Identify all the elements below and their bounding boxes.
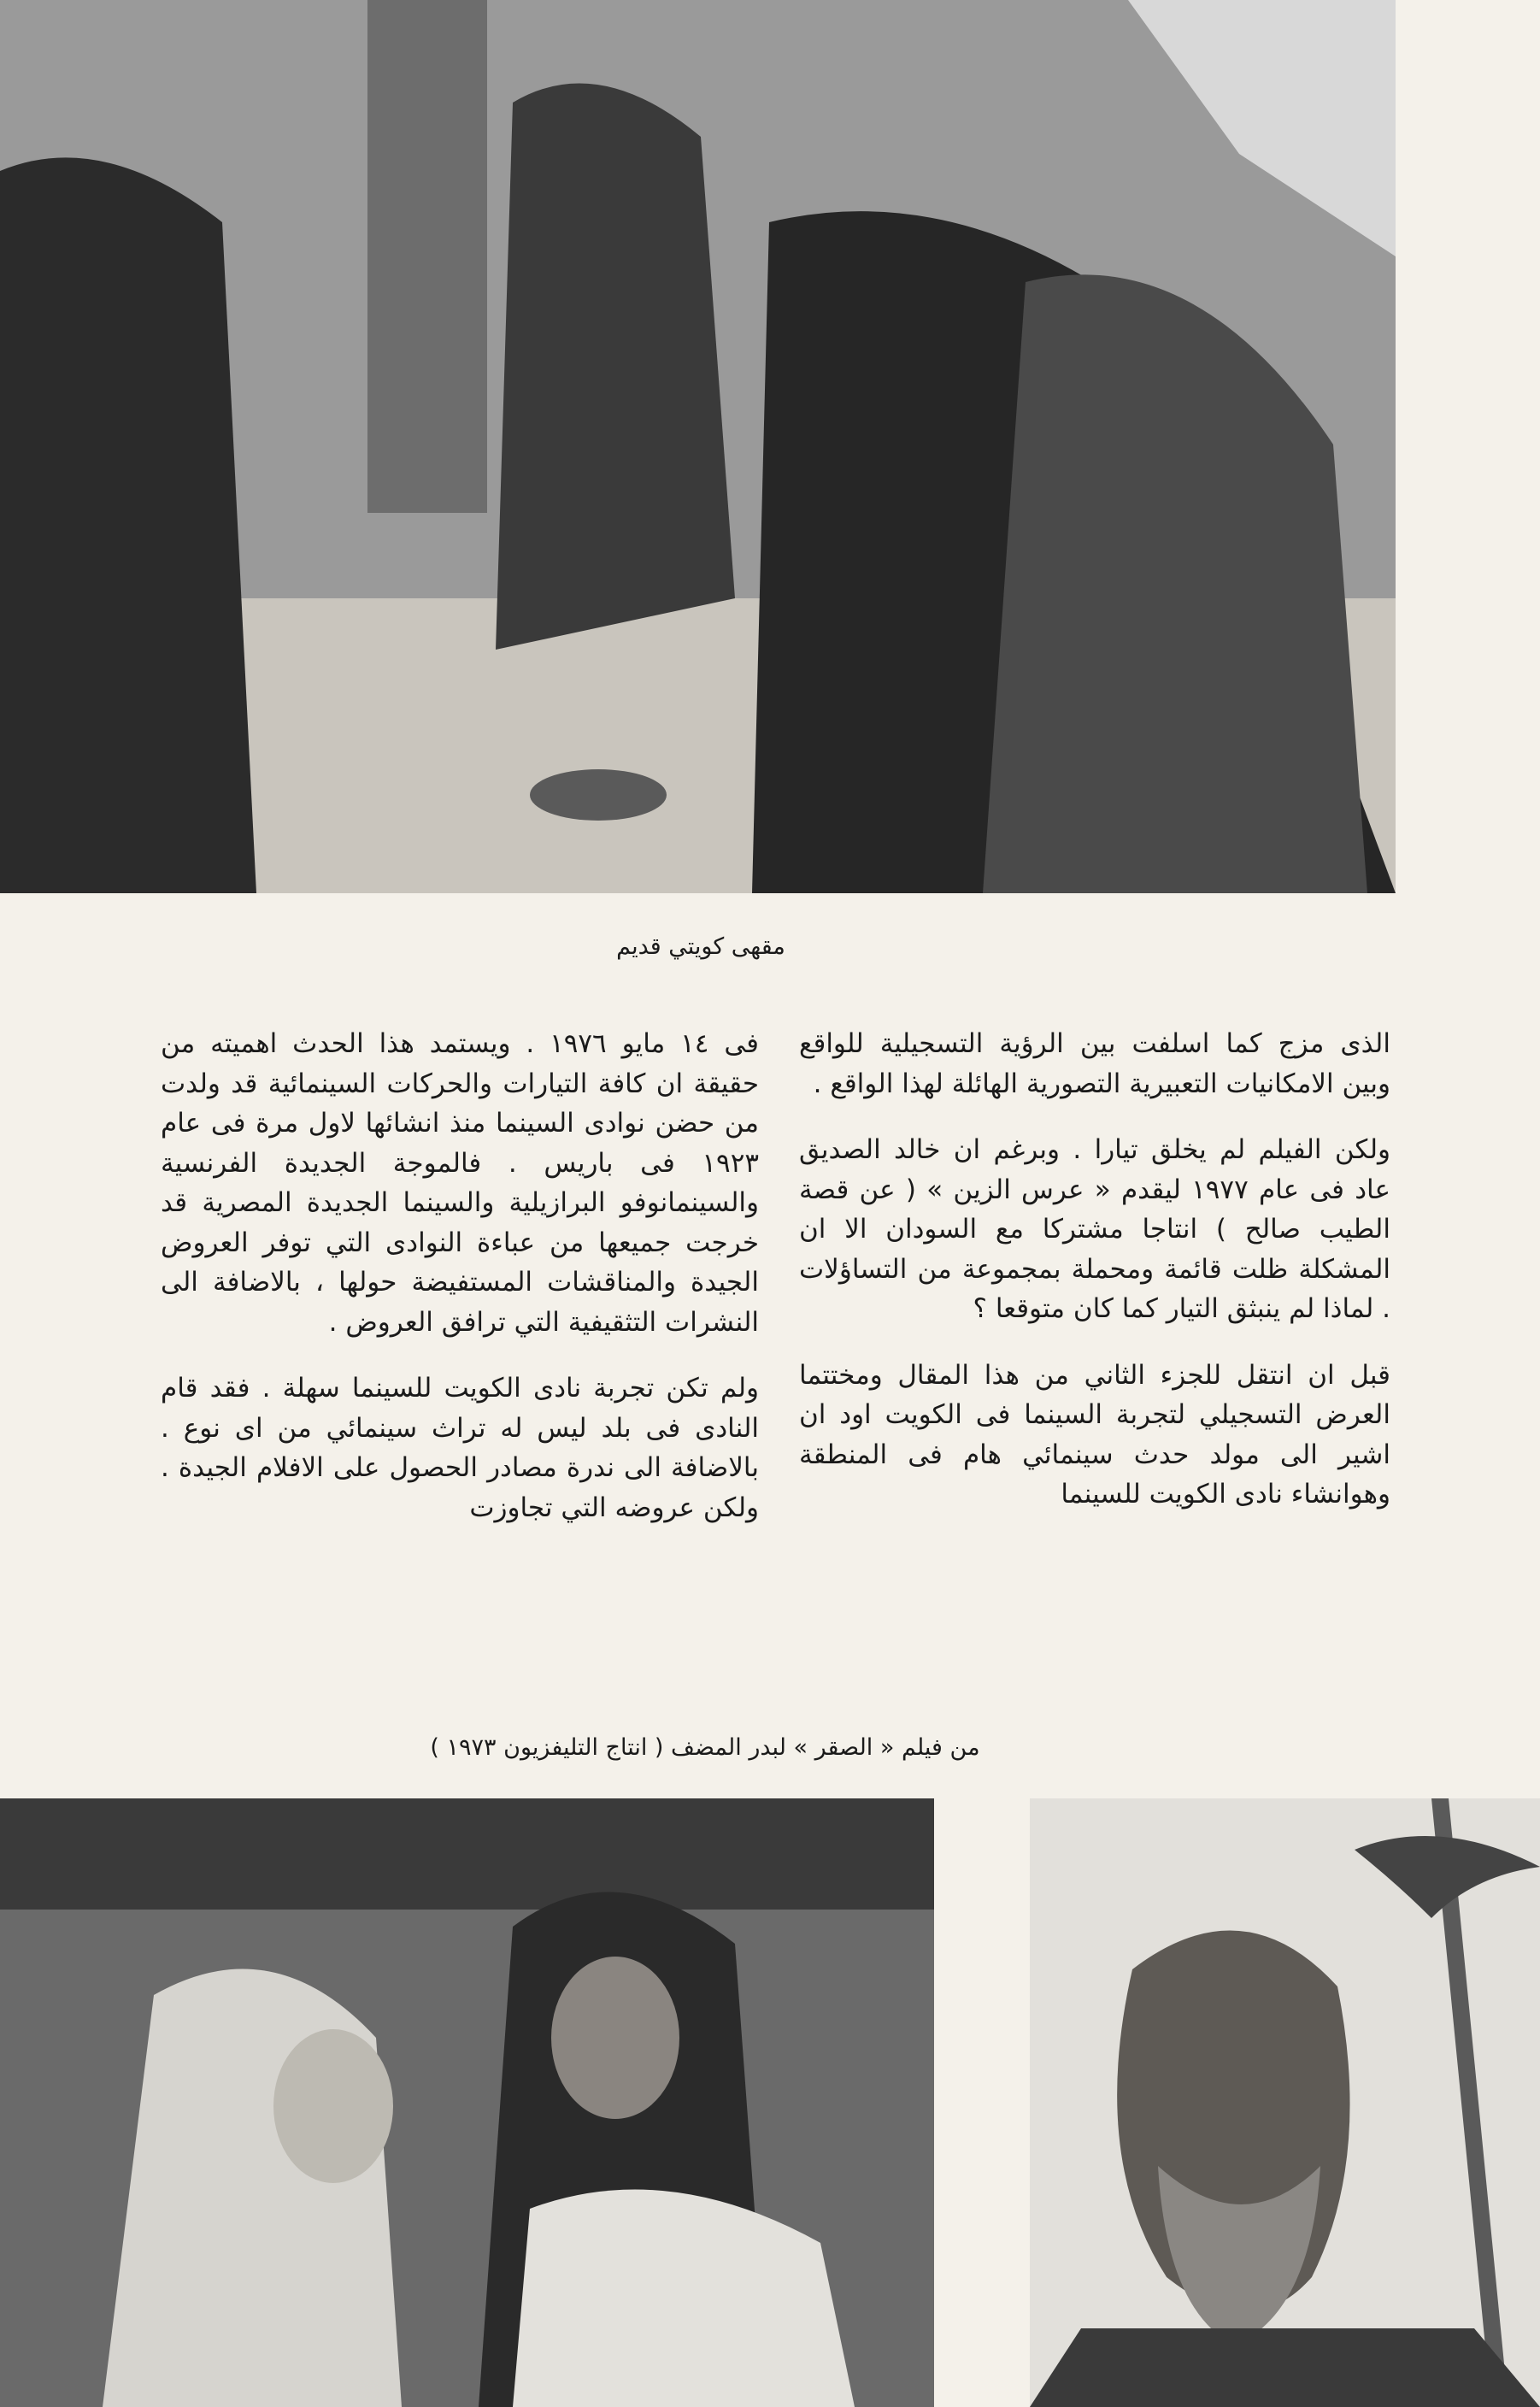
article-column-right [799,1024,1390,1541]
photo-film-still-couple [0,1798,934,2407]
paragraph: الذى مزج كما اسلفت بين الرؤية التسجيلية للواقع وبين الامكانيات التعبيرية التصورية الهائلة لهذا الواقع . [799,1028,1390,1099]
article-column-left [161,1024,759,1554]
photo-old-kuwaiti-cafe [0,0,1396,893]
photo-bearded-man-portrait [1030,1798,1540,2407]
paragraph: ولكن الفيلم لم يخلق تيارا . وبرغم ان خالد الصديق عاد فى عام ١٩٧٧ ليقدم « عرس الزين » ( عن قصة الطيب صالح ) انتاجا مشتركا مع السودان الا ان المشكلة ظلت قائمة ومحملة بمجموعة من التساؤلات . لماذا لم ينبثق التيار كما كان متوقعا ؟ [799,1134,1390,1324]
paragraph: ولم تكن تجربة نادى الكويت للسينما سهلة . فقد قام النادى فى بلد ليس له تراث سينمائي من اى نوع . بالاضافة الى ندرة مصادر الحصول على الافلام الجيدة . ولكن عروضه التي تجاوزت [161,1373,759,1523]
paragraph: فى ١٤ مايو ١٩٧٦ . ويستمد هذا الحدث اهميته من حقيقة ان كافة التيارات والحركات السينمائية قد ولدت من حضن نوادى السينما منذ انشائها لاول مرة فى عام ١٩٢٣ فى باريس . فالموجة الجديدة الفرنسية والسينمانوفو البرازيلية والسينما الجديدة المصرية قد خرجت جميعها من عباءة النوادى التي توفر العروض الجيدة والمناقشات المستفيضة حولها ، بالاضافة الى النشرات التثقيفية التي ترافق العروض . [161,1028,760,1338]
paragraph: قبل ان انتقل للجزء الثاني من هذا المقال ومختتما العرض التسجيلي لتجربة السينما فى الكويت اود ان اشير الى مولد حدث سينمائي هام فى المنطقة وهوانشاء نادى الكويت للسينما [799,1359,1390,1510]
photo-caption-bottom: من فيلم « الصقر » لبدر المضف ( انتاج التليفزيون ١٩٧٣ ) [430,1734,980,1761]
photo-caption-top: مقهى كويتي قديم [616,933,785,960]
